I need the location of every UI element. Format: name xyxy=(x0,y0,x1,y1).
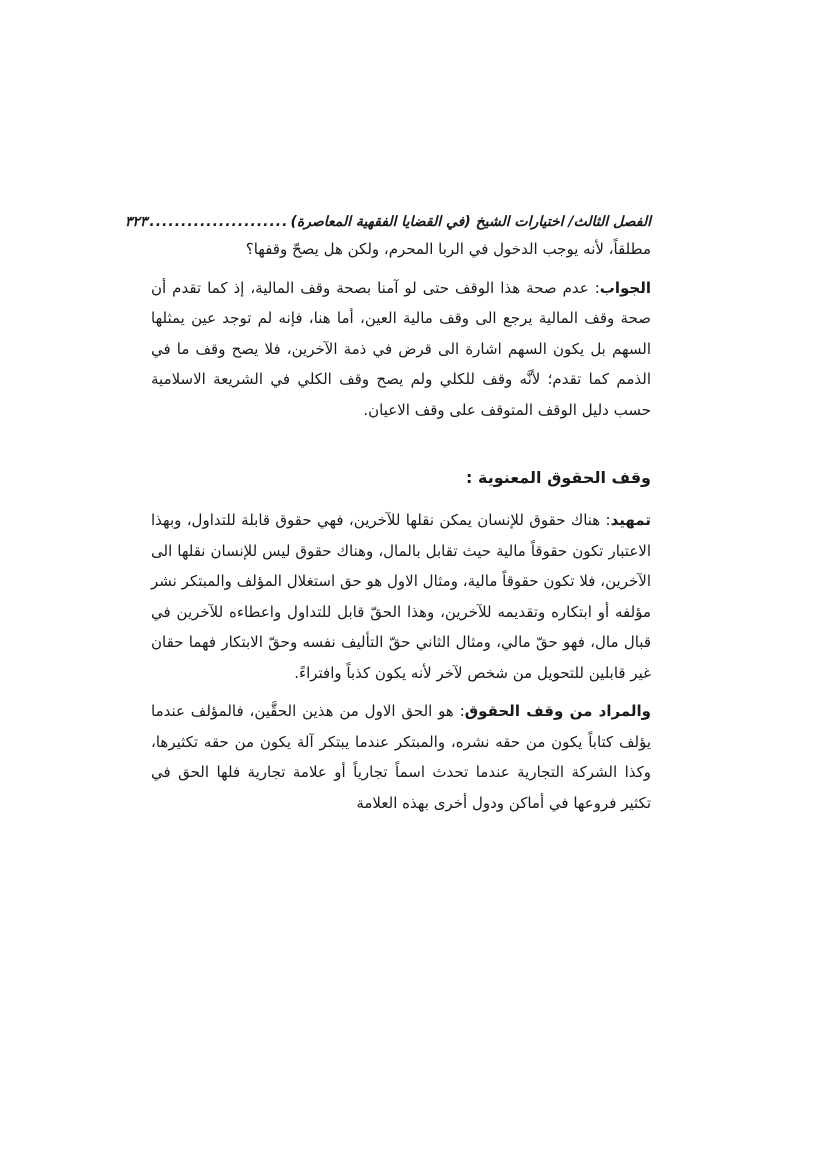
answer-paragraph xyxy=(151,273,651,426)
intro-paragraph: مطلقاً، لأنه يوجب الدخول في الربا المحرم، ولكن هل يصحّ وقفها؟ xyxy=(245,240,651,258)
chapter-title: الفصل الثالث/ اختيارات الشيخ (في القضايا الفقهية المعاصرة) xyxy=(290,214,651,230)
meaning-lead: والمراد من وقف الحقوق xyxy=(464,702,652,720)
answer-text: : عدم صحة هذا الوقف حتى لو آمنا بصحة وقف المالية، إذ كما تقدم أن صحة وقف المالية يرجع الى وقف مالية العين، أما هنا، فإنه لم توجد عين يمثلها السهم بل يكون السهم اشارة الى قرض في ذمة الآخرين، فلا يصح وقف ما في الذمم كما تقدم؛ لأنَّه وقف للكلي ولم يصح وقف الكلي في الشريعة الاسلامية حسب دليل الوقف المتوقف على وقف الاعيان. xyxy=(151,278,651,419)
section-heading: وقف الحقوق المعنوية : xyxy=(466,468,651,487)
meaning-text: : هو الحق الاول من هذين الحقَّين، فالمؤلف عندما يؤلف كتاباً يكون من حقه نشره، والمبتكر عندما يبتكر آلة يكون من حقه تكثيرها، وكذا الشركة التجارية عندما تحدث اسماً تجارياً أو علامة تجارية فلها الحق في تكثير فروعها في أماكن ودول أخرى بهذه العلامة xyxy=(151,702,651,812)
meaning-paragraph xyxy=(151,696,651,818)
page-content xyxy=(124,212,652,818)
running-header xyxy=(124,212,651,234)
preface-lead: تمهيد xyxy=(610,511,651,529)
header-leader-dots: ...................... xyxy=(149,214,289,230)
page-number: ٣٢٣ xyxy=(124,214,148,230)
preface-paragraph xyxy=(151,505,651,688)
answer-lead: الجواب xyxy=(599,278,651,297)
preface-text: : هناك حقوق للإنسان يمكن نقلها للآخرين، فهي حقوق قابلة للتداول، وبهذا الاعتبار تكون حقوقاً مالية حيث تقابل بالمال، وهناك حقوق ليس للإنسان نقلها الى الآخرين، فلا تكون حقوقاً مالية، ومثال الاول هو حق استغلال المؤلف والمبتكر نشر مؤلفه أو ابتكاره وتقديمه للآخرين، وهذا الحقّ قابل للتداول واعطاءه للآخرين في قبال مال، فهو حقّ مالي، ومثال الثاني حقّ التأليف نفسه وحقّ الابتكار فهما حقان غير قابلين للتحويل من شخص لآخر لأنه يكون كذباً وافتراءً. xyxy=(151,511,651,682)
